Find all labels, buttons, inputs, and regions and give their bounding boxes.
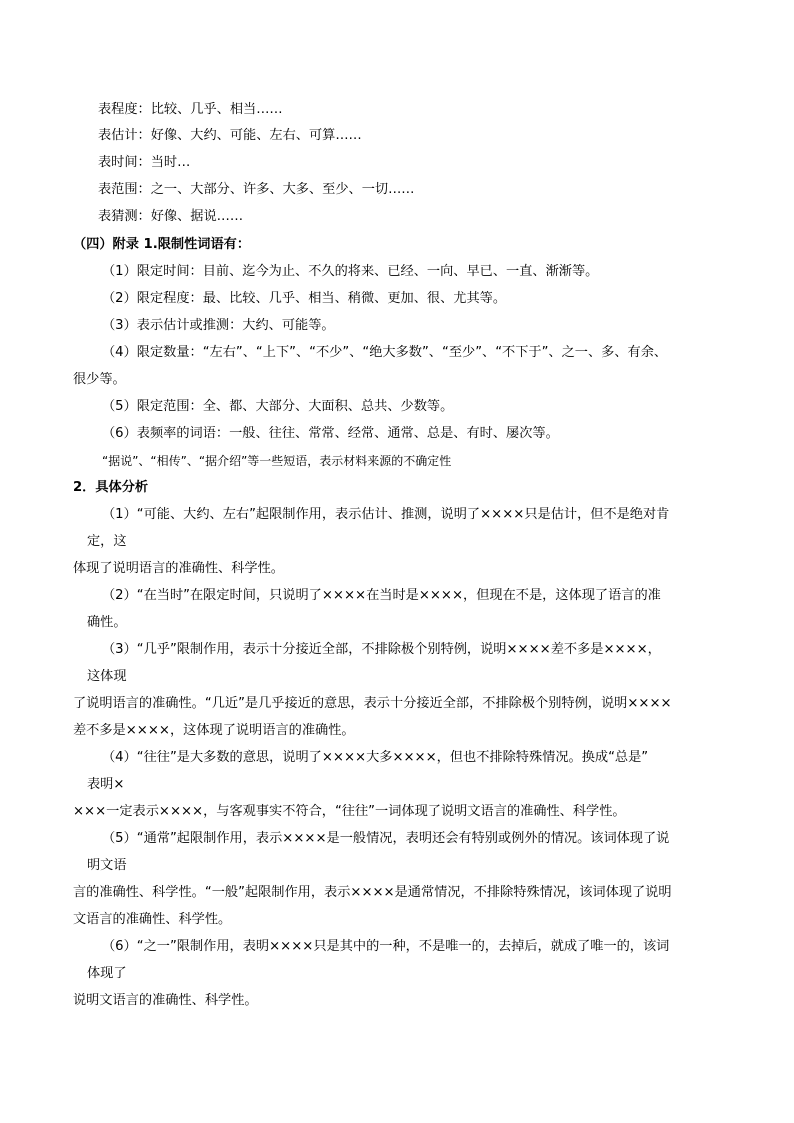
appendix-item-frequency: （6）表频率的词语：一般、往往、常常、经常、通常、总是、有时、屡次等。	[102, 426, 559, 441]
analysis-p4-line1: （4）“往往”是大多数的意思，说明了××××大多××××，但也不排除特殊情况。换成“总是”	[102, 750, 649, 765]
appendix-item-quantity-cont: 很少等。	[73, 372, 126, 387]
time-words-line: 表时间：当时…	[98, 155, 191, 170]
analysis-p4-line3: ×××一定表示××××，与客观事实不符合，“往往”一词体现了说明文语言的准确性、科学性。	[73, 804, 626, 819]
appendix-item-degree: （2）限定程度：最、比较、几乎、相当、稍微、更加、很、尤其等。	[102, 291, 507, 306]
analysis-p2-line1: （2）“在当时”在限定时间，只说明了××××在当时是××××，但现在不是，这体现了语言的准	[102, 588, 661, 603]
analysis-p3-line4: 差不多是××××，这体现了说明语言的准确性。	[73, 723, 355, 738]
analysis-p2-line2: 确性。	[87, 615, 127, 630]
appendix-heading: （四）附录 1.限制性词语有：	[73, 237, 251, 252]
guess-words-line: 表猜测：好像、据说……	[98, 209, 244, 224]
appendix-item-scope: （5）限定范围：全、都、大部分、大面积、总共、少数等。	[102, 399, 454, 414]
analysis-heading: 2．具体分析	[73, 480, 149, 495]
analysis-p5-line3: 言的准确性、科学性。“一般”起限制作用，表示××××是通常情况，不排除特殊情况，该词体现了说明	[73, 885, 672, 900]
analysis-p5-line2: 明文语	[87, 858, 127, 873]
appendix-item-quantity: （4）限定数量：“左右”、“上下”、“不少”、“绝大多数”、“至少”、“不下于”、之一、多、有余、	[102, 345, 668, 360]
analysis-p3-line2: 这体现	[87, 669, 127, 684]
analysis-p3-line3: 了说明语言的准确性。“几近”是几乎接近的意思，表示十分接近全部，不排除极个别特例，说明××××	[73, 696, 672, 711]
analysis-p5-line1: （5）“通常”起限制作用，表示××××是一般情况，表明还会有特别或例外的情况。该词体现了说	[102, 831, 670, 846]
scope-words-line: 表范围：之一、大部分、许多、大多、至少、一切……	[98, 182, 415, 197]
analysis-p1-line2: 定，这	[87, 534, 127, 549]
appendix-item-time: （1）限定时间：目前、迄今为止、不久的将来、已经、一向、早已、一直、渐渐等。	[102, 264, 599, 279]
analysis-p5-line4: 文语言的准确性、科学性。	[73, 912, 232, 927]
analysis-p3-line1: （3）“几乎”限制作用，表示十分接近全部，不排除极个别特例，说明××××差不多是××××，	[102, 642, 661, 657]
analysis-p4-line2: 表明×	[87, 777, 125, 792]
appendix-note: “据说”、“相传”、“据介绍”等一些短语，表示材料来源的不确定性	[102, 454, 452, 468]
analysis-p1-line3: 体现了说明语言的准确性、科学性。	[73, 561, 284, 576]
analysis-p6-line3: 说明文语言的准确性、科学性。	[73, 993, 258, 1008]
degree-words-line: 表程度：比较、几乎、相当……	[98, 102, 283, 117]
analysis-p6-line2: 体现了	[87, 966, 127, 981]
analysis-p6-line1: （6）“之一”限制作用，表明××××只是其中的一种，不是唯一的，去掉后，就成了唯一的，该词	[102, 939, 670, 954]
appendix-item-estimate: （3）表示估计或推测：大约、可能等。	[102, 318, 335, 333]
estimate-words-line: 表估计：好像、大约、可能、左右、可算……	[98, 128, 362, 143]
analysis-p1-line1: （1）“可能、大约、左右”起限制作用，表示估计、推测，说明了××××只是估计，但不是绝对肯	[102, 507, 670, 522]
